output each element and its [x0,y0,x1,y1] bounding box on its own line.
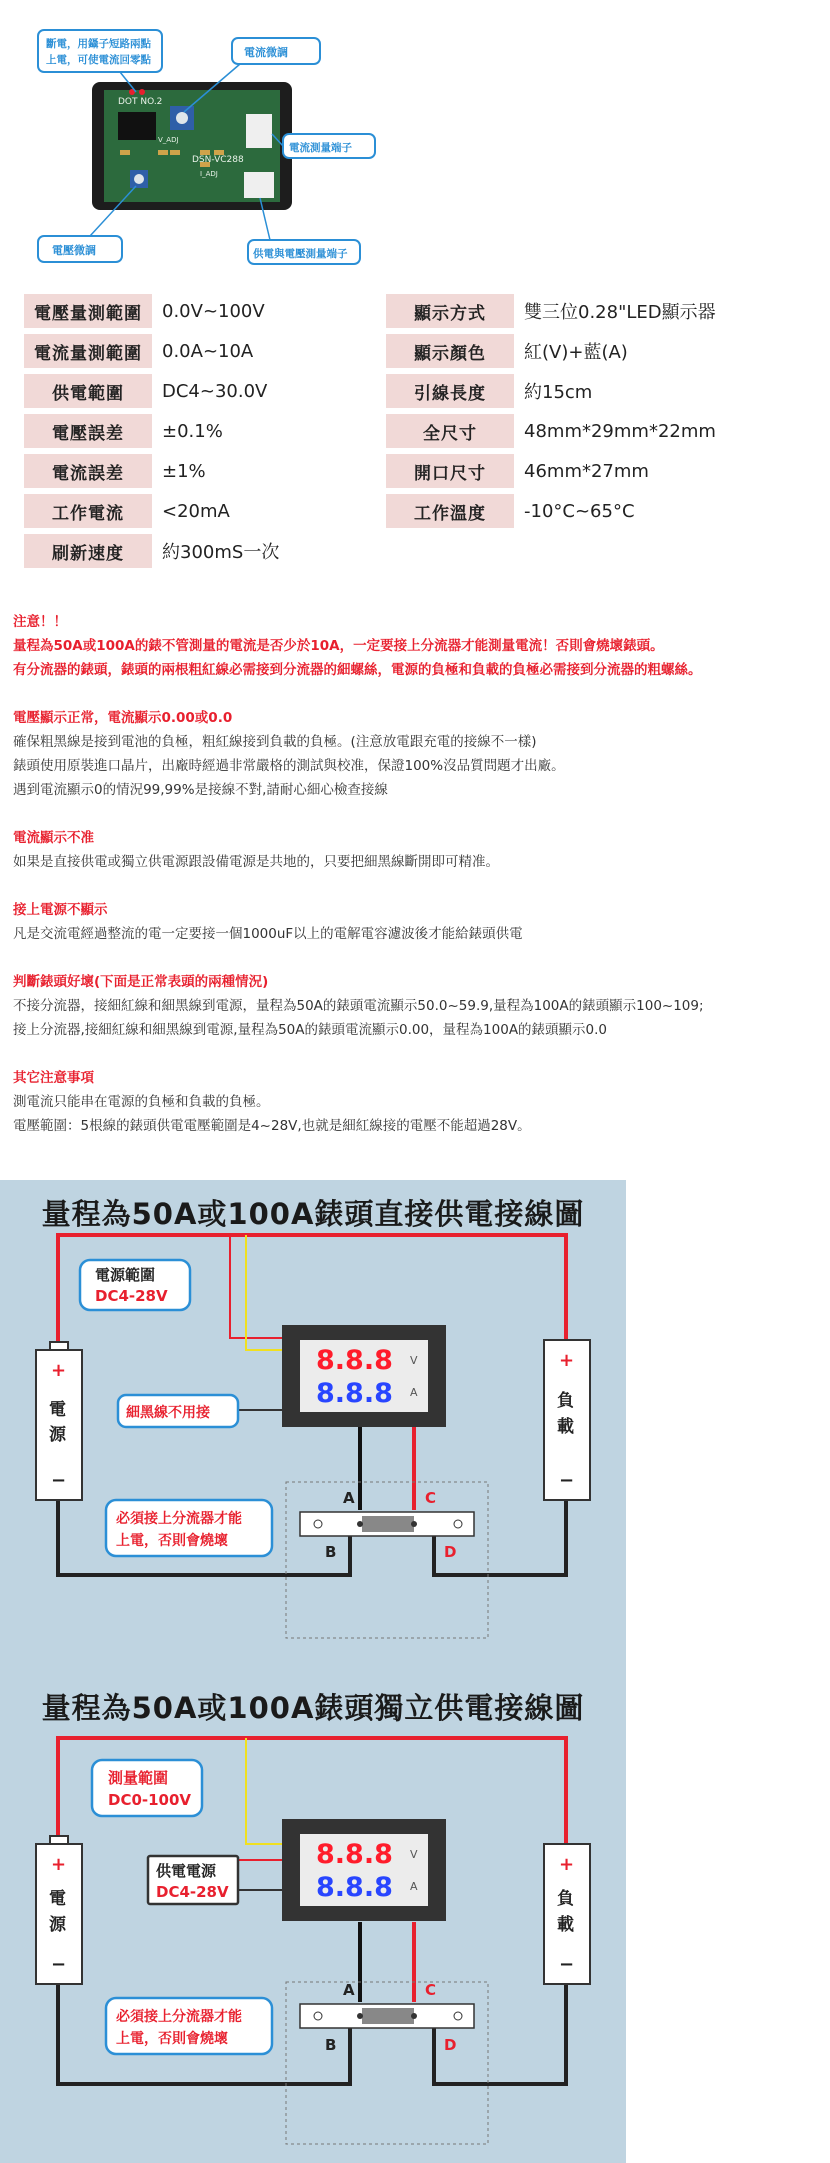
left-row [24,534,279,568]
point-c: C [425,1981,437,1999]
wire-yellow [246,1235,282,1350]
spec-value: ±0.1% [162,420,223,442]
spec-value: DC4~30.0V [162,380,268,402]
svg-text:必須接上分流器才能: 必須接上分流器才能 [116,1511,242,1527]
trim-screw-current [176,112,188,124]
chip [118,112,156,140]
source-plus: + [51,1854,67,1875]
right-row [386,494,635,528]
spec-value: 46mm*27mm [524,460,649,482]
shunt-area [286,1482,488,1638]
note-heading: 有分流器的錶頭，錶頭的兩根粗紅線必需接到分流器的細螺絲，電源的負極和負載的負極必需接到分流器的粗螺絲。 [13,662,702,678]
note-text: 錶頭使用原裝進口晶片，出廠時經過非常嚴格的測試與校准，保證100%沒品質問題才出廠。 [13,758,565,774]
note-heading: 量程為50A或100A的錶不管測量的電流是否少於10A，一定要接上分流器才能測量電流！否則會燒壞錶頭。 [13,638,664,654]
diagram-title: 量程為50A或100A錶頭獨立供電接線圖 [41,1691,585,1725]
source-label-1: 電 [49,1400,66,1420]
spec-label: 開口尺寸 [386,454,514,488]
right-row [386,294,716,328]
callout-power-range [80,1260,190,1310]
spec-value: 約15cm [524,382,593,403]
note-text: 遇到電流顯示0的情況99,99%是接線不對,請耐心細心檢查接線 [13,782,388,798]
svg-text:測量範圍: 測量範圍 [108,1769,169,1787]
spec-value: 48mm*29mm*22mm [524,420,716,442]
svg-text:必須接上分流器才能: 必須接上分流器才能 [116,2009,242,2025]
pcb-illustration [0,0,380,290]
note-text: 電壓範圍：5根線的錶頭供電電壓範圍是4~28V,也就是細紅線接的電壓不能超過28V。 [13,1118,531,1134]
spec-value: 0.0A~10A [162,340,254,362]
left-row [24,374,267,408]
svg-text:電壓微調: 電壓微調 [52,244,96,257]
source-label-2: 源 [49,1425,66,1445]
note-heading: 判斷錶頭好壞(下面是正常表頭的兩種情況) [13,974,269,990]
callout-measure-range [92,1760,202,1816]
short-point-2 [139,89,145,95]
display-voltage: 8.8.8 [316,1345,393,1376]
point-c: C [425,1489,437,1507]
svg-text:電流測量端子: 電流測量端子 [289,142,352,154]
shunt-core [362,1516,414,1532]
source-label-2: 源 [49,1915,66,1935]
power-terminal [244,172,274,198]
spec-label: 供電範圍 [24,374,152,408]
source-minus: − [51,1954,67,1975]
unit-v: V [410,1848,418,1861]
left-row [24,414,223,448]
spec-label: 引線長度 [386,374,514,408]
unit-a: A [410,1386,418,1399]
right-row [386,374,592,408]
note-heading: 其它注意事項 [13,1070,94,1086]
load-minus: − [559,1954,575,1975]
display-current: 8.8.8 [316,1872,393,1903]
spec-label: 工作溫度 [386,494,514,528]
callout-current-terminal [272,134,375,158]
source-label-1: 電 [49,1889,66,1909]
note-text: 測電流只能串在電源的負極和負載的負極。 [13,1094,270,1110]
spec-value: -10°C~65°C [524,500,635,522]
note-text: 凡是交流電經過整流的電一定要接一個1000uF以上的電解電容濾波後才能給錶頭供電 [13,926,523,942]
load-label-2: 載 [557,1915,574,1935]
spec-label: 工作電流 [24,494,152,528]
right-row [386,334,628,368]
point-b: B [325,2036,337,2054]
left-row [24,494,230,528]
spec-label: 顯示顏色 [386,334,514,368]
note-heading: 注意！！ [13,614,67,630]
source-minus: − [51,1470,67,1491]
board-mark-dot: DOT NO.2 [118,97,163,107]
display-current: 8.8.8 [316,1378,393,1409]
right-row [386,454,649,488]
current-terminal [246,114,272,148]
diagram-svg [0,1180,626,1664]
point-d: D [444,2036,457,2054]
spec-label: 電壓誤差 [24,414,152,448]
note-text: 不接分流器，接細紅線和細黑線到電源，量程為50A的錶頭電流顯示50.0~59.9,量程為100A的錶頭顯示100~109; [13,998,704,1014]
spec-label: 刷新速度 [24,534,152,568]
load-label-1: 負 [557,1889,574,1909]
wire-yellow [246,1738,282,1844]
point-d: D [444,1543,457,1561]
callout-shunt-warning [106,1500,272,1556]
spec-label: 顯示方式 [386,294,514,328]
callout-supply [148,1856,238,1904]
point-a: A [343,1489,355,1507]
svg-text:DC4-28V: DC4-28V [156,1883,229,1901]
wiring-diagram-independent [0,1664,626,2163]
product-photo [0,0,380,290]
note-heading: 接上電源不顯示 [13,902,108,918]
unit-v: V [410,1354,418,1367]
load-plus: + [559,1350,575,1371]
board-mark-iadj: I_ADJ [200,170,218,178]
svg-text:供電電源: 供電電源 [156,1862,217,1880]
svg-text:供電與電壓測量端子: 供電與電壓測量端子 [253,248,348,260]
spec-value: <20mA [162,500,230,522]
spec-value: 雙三位0.28"LED顯示器 [524,302,716,323]
point-b: B [325,1543,337,1561]
diagram-title: 量程為50A或100A錶頭直接供電接線圖 [41,1197,585,1231]
load-label-2: 載 [557,1417,574,1437]
point-a: A [343,1981,355,1999]
note-text: 接上分流器,接細紅線和細黑線到電源,量程為50A的錶頭電流顯示0.00，量程為100A的錶頭顯示0.0 [13,1022,608,1038]
svg-text:電源範圍: 電源範圍 [95,1266,156,1284]
callout-shunt-warning [106,1998,272,2054]
board-mark-vadj: V_ADJ [158,136,179,144]
spec-label: 電流誤差 [24,454,152,488]
shunt-core [362,2008,414,2024]
board-mark-model: DSN-VC288 [192,155,244,165]
right-row [386,414,716,448]
svg-text:電流微調: 電流微調 [244,46,288,59]
svg-text:上電，否則會燒壞: 上電，否則會燒壞 [116,1533,228,1549]
wire-thin-red [230,1235,282,1338]
svg-text:上電，可使電流回零點: 上電，可使電流回零點 [46,54,151,66]
spec-label: 全尺寸 [386,414,514,448]
load-plus: + [559,1854,575,1875]
load-label-1: 負 [557,1391,574,1411]
svg-text:DC0-100V: DC0-100V [108,1791,192,1809]
spec-label: 電壓量測範圍 [24,294,152,328]
spec-value: 紅(V)+藍(A) [524,342,628,363]
svg-text:細黑線不用接: 細黑線不用接 [126,1405,210,1421]
load-minus: − [559,1470,575,1491]
left-row [24,454,206,488]
svg-text:上電，否則會燒壞: 上電，否則會燒壞 [116,2031,228,2047]
spec-value: ±1% [162,460,206,482]
unit-a: A [410,1880,418,1893]
wire-black-load [434,1982,566,2084]
note-text: 如果是直接供電或獨立供電源跟設備電源是共地的，只要把細黑線斷開即可精准。 [13,854,499,870]
spec-value: 約300mS一次 [162,542,280,563]
trim-screw-voltage [134,174,144,184]
note-heading: 電壓顯示正常，電流顯示0.00或0.0 [13,710,233,726]
display-voltage: 8.8.8 [316,1839,393,1870]
left-row [24,294,265,328]
svg-text:DC4-28V: DC4-28V [95,1287,168,1305]
wiring-diagram-direct [0,1180,626,1664]
diagram-svg [0,1664,626,2163]
spec-value: 0.0V~100V [162,300,265,322]
svg-text:斷電，用鑷子短路兩點: 斷電，用鑷子短路兩點 [46,38,151,50]
spec-label: 電流量測範圍 [24,334,152,368]
callout-black-wire [118,1395,238,1427]
note-text: 確保粗黑線是接到電池的負極，粗紅線接到負載的負極。(注意放電跟充電的接線不一樣) [13,734,537,750]
left-row [24,334,253,368]
source-plus: + [51,1360,67,1381]
note-heading: 電流顯示不准 [13,830,94,846]
